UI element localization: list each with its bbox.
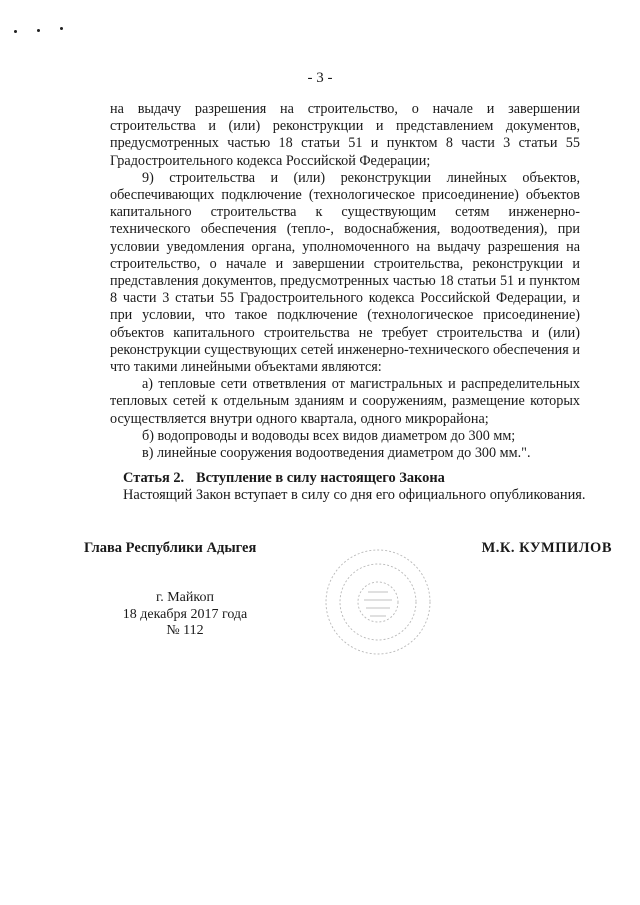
place-date-block: [110, 590, 260, 640]
paragraph: на выдачу разрешения на строительство, о начале и завершении строительства и (или) реконструкции и представлением документов, предусмотренных частью 18 статьи 51 и пунктом 8 части 3 статьи 55 Градостроительного кодекса Российской Федерации;: [110, 101, 580, 169]
law-body: [110, 101, 580, 462]
paragraph: а) тепловые сети ответвления от магистральных и распределительных тепловых сетей к отдельным зданиям и сооружениям, размещение которых осуществляется внутри одного квартала, одного микрорайона;: [110, 376, 580, 427]
signatory-name: М.К. КУМПИЛОВ: [481, 540, 612, 556]
paragraph: б) водопроводы и водоводы всех видов диаметром до 300 мм;: [142, 427, 516, 444]
official-seal-icon: [308, 540, 448, 660]
article-heading: [123, 470, 586, 487]
article-title: Вступление в силу настоящего Закона: [196, 470, 445, 486]
article-number: Статья 2.: [123, 470, 185, 486]
date: 18 декабря 2017 года: [122, 606, 248, 622]
signatory-title: Глава Республики Адыгея: [84, 540, 257, 556]
law-number: № 112: [166, 623, 204, 638]
paragraph: в) линейные сооружения водоотведения диаметром до 300 мм.".: [142, 445, 531, 462]
city: г. Майкоп: [156, 590, 214, 605]
paragraph: 9) строительства и (или) реконструкции линейных объектов, обеспечивающих подключение (технологическое присоединение) объектов капитального строительства к существующим сетям инженерно-технического обеспечения (тепло-, водоснабжения, водоотведения), при условии уведомления органа, уполномоченного на выдачу разрешения на строительство, о начале и завершении строительства, реконструкции и представления документов, предусмотренных частью 18 статьи 51 и пунктом 8 части 3 статьи 55 Градостроительного кодекса Российской Федерации, и при условии, что такое подключение (технологическое присоединение) объектов капитального строительства не требует строительства и (или) реконструкции существующих сетей инженерно-технического обеспечения и что такими линейными объектами являются:: [110, 169, 580, 376]
scan-dot: [60, 27, 63, 30]
scan-dot: [37, 29, 40, 32]
page-number: - 3 -: [307, 70, 333, 86]
article-text: Настоящий Закон вступает в силу со дня его официального опубликования.: [123, 487, 586, 504]
article-2: [123, 470, 586, 504]
scan-dot: [14, 30, 17, 33]
